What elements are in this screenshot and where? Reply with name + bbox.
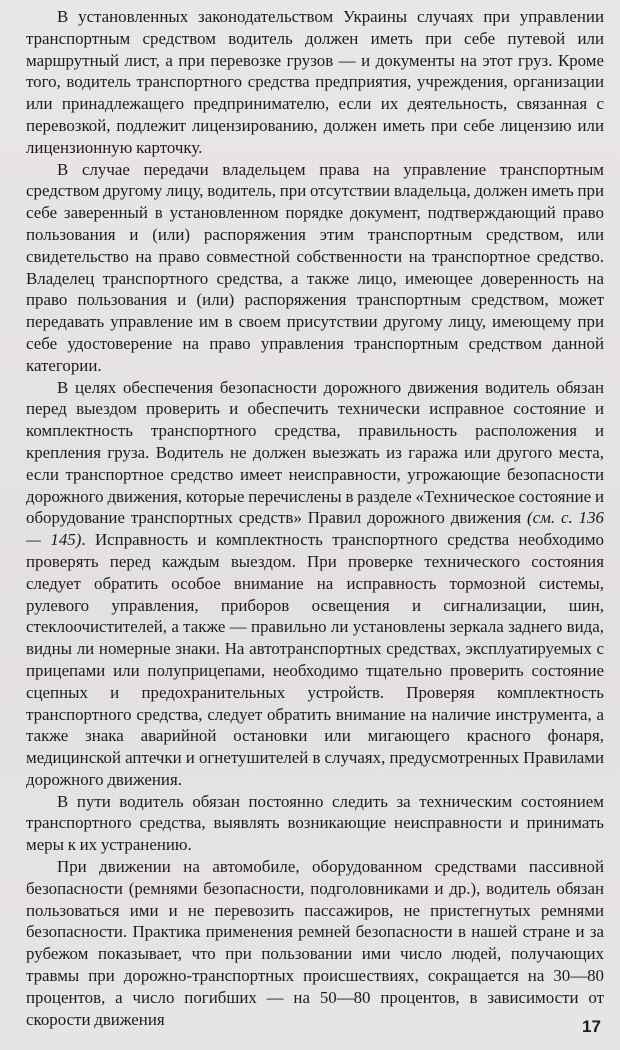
body-text [26, 6, 604, 1030]
paragraph-monitoring-en-route: В пути водитель обязан постоянно следить за техническим состоянием транспортного средства, выявлять возникающие неисправности и принимать меры к их устранению. [26, 791, 604, 855]
paragraph-technical-check [26, 377, 604, 791]
paragraph-technical-check-part-2: . Исправность и комплектность транспортного средства необходимо проверять перед каждым выездом. При проверке технического состояния следует обратить особое внимание на исправность тормозной системы, рулевого управления, приборов освещения и сигнализации, шин, стеклоочистителей, а также — правильно ли установлены зеркала заднего вида, видны ли номерные знаки. На автотранспортных средствах, эксплуатируемых с прицепами или полуприцепами, необходимо тщательно проверить состояние сцепных и предохранительных устройств. Проверяя комплектность транспортного средства, следует обратить внимание на наличие инструмента, а также знака аварийной остановки или мигающего красного фонаря, медицинской аптечки и огнетушителей в случаях, предусмотренных Правилами дорожного движения. [26, 530, 604, 789]
page-number: 17 [582, 1017, 601, 1036]
paragraph-technical-check-part-1: В целях обеспечения безопасности дорожного движения водитель обязан перед выездом проверить и обеспечить технически исправное состояние и комплектность транспортного средства, правильность расположения и крепления груза. Водитель не должен выезжать из гаража или другого места, если транспортное средство имеет неисправности, угрожающие безопасности дорожного движения, которые перечислены в разделе «Техническое состояние и оборудование транспортных средств» Правил дорожного движения [26, 377, 604, 528]
paragraph-documents: В установленных законодательством Украины случаях при управлении транспортным средством водитель должен иметь при себе путевой или маршрутный лист, а при перевозке грузов — и документы на этот груз. Кроме того, водитель транспортного средства предприятия, учреждения, организации или принадлежащего предпринимателю, если их деятельность, связанная с перевозкой, подлежит лицензированию, должен иметь при себе лицензию или лицензионную карточку. [26, 7, 604, 157]
paragraph-transfer-of-control: В случае передачи владельцем права на управление транспортным средством другому лицу, водитель, при отсутствии владельца, должен иметь при себе заверенный в установленном порядке документ, подтверждающий право пользования и (или) распоряжения этим транспортным средством, или свидетельство на право совместной собственности на транспортное средство. Владелец транспортного средства, а также лицо, имеющее доверенность на право пользования и (или) распоряжения транспортным средством, может передавать управление им в своем присутствии другому лицу, имеющему при себе удостоверение на право управления транспортным средством данной категории. [26, 159, 604, 375]
page-reference: (см. с. 136 — 145) [26, 508, 605, 550]
paragraph-passive-safety: При движении на автомобиле, оборудованном средствами пассивной безопасности (ремнями безопасности, подголовниками и др.), водитель обязан пользоваться ими и не перевозить пассажиров, не пристегнутых ремнями безопасности. Практика применения ремней безопасности в нашей стране и за рубежом показывает, что при пользовании ими число людей, получающих травмы при дорожно-транспортных происшествиях, сокращается на 30—80 процентов, а число погибших — на 50—80 процентов, в зависимости от скорости движения [26, 857, 604, 1029]
